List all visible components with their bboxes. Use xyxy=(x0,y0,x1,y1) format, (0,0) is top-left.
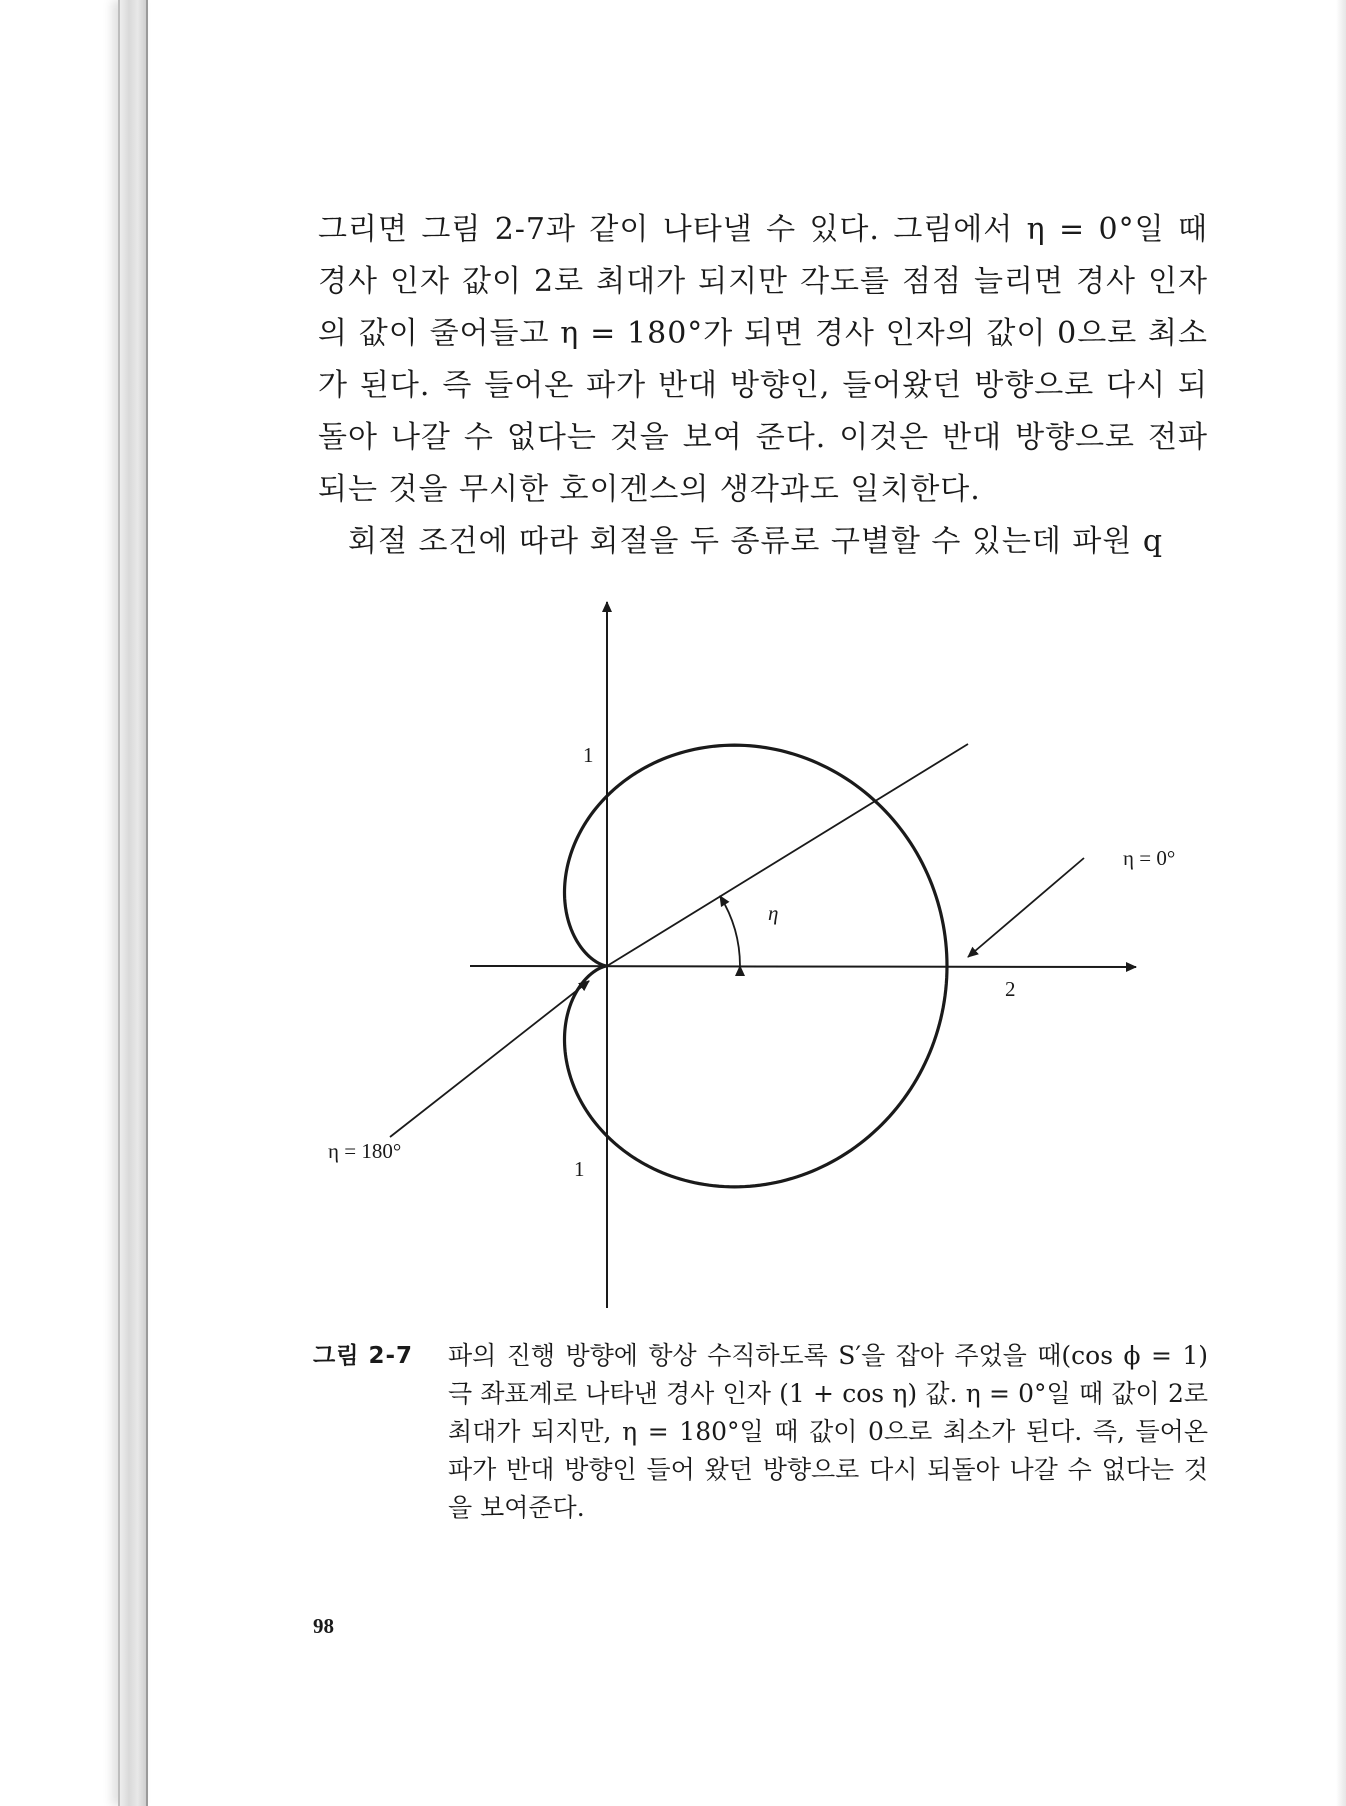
eta-label: η xyxy=(768,901,779,925)
page-edge xyxy=(1336,0,1346,1806)
figure-2-7 xyxy=(300,590,1180,1320)
caption-text: 파의 진행 방향에 항상 수직하도록 S′을 잡아 주었을 때(cos ϕ = 1) 극 좌표계로 나타낸 경사 인자 (1 + cos η) 값. η = 0°일 때 값이 2로 최대가 되지만, η = 180°일 때 값이 0으로 최소가 된다. 즉, 들어온 파가 반대 방향인 들어 왔던 방향으로 다시 되돌아 나갈 수 없다는 것을 보여준다. xyxy=(448,1341,1208,1522)
spine-edge xyxy=(118,0,120,1806)
eta0-arrow xyxy=(968,858,1084,957)
eta180-arrow xyxy=(390,981,589,1137)
cardioid-diagram xyxy=(300,590,1180,1320)
body-paragraph-1: 그리면 그림 2-7과 같이 나타낼 수 있다. 그림에서 η = 0°일 때 경사 인자 값이 2로 최대가 되지만 각도를 점점 늘리면 경사 인자의 값이 줄어들고 η = 180°가 되면 경사 인자의 값이 0으로 최소가 된다. 즉 들어온 파가 반대 방향인, 들어왔던 방향으로 다시 되돌아 나갈 수 없다는 것을 보여 준다. 이것은 반대 방향으로 전파되는 것을 무시한 호이겐스의 생각과도 일치한다. xyxy=(318,212,1208,507)
eta-angle-arc xyxy=(720,896,740,966)
x-axis xyxy=(470,966,1136,967)
tick-label-bottom: 1 xyxy=(574,1157,585,1181)
caption-label: 그림 2-7 xyxy=(313,1343,413,1369)
body-paragraph-2: 회절 조건에 따라 회절을 두 종류로 구별할 수 있는데 파원 q xyxy=(348,524,1164,559)
eta180-label: η = 180° xyxy=(328,1139,402,1163)
book-spine xyxy=(118,0,148,1806)
tick-label-top: 1 xyxy=(583,743,594,767)
eta0-label: η = 0° xyxy=(1123,846,1176,870)
radius-line xyxy=(607,744,968,966)
page-number: 98 xyxy=(313,1614,334,1638)
tick-label-right: 2 xyxy=(1005,977,1016,1001)
